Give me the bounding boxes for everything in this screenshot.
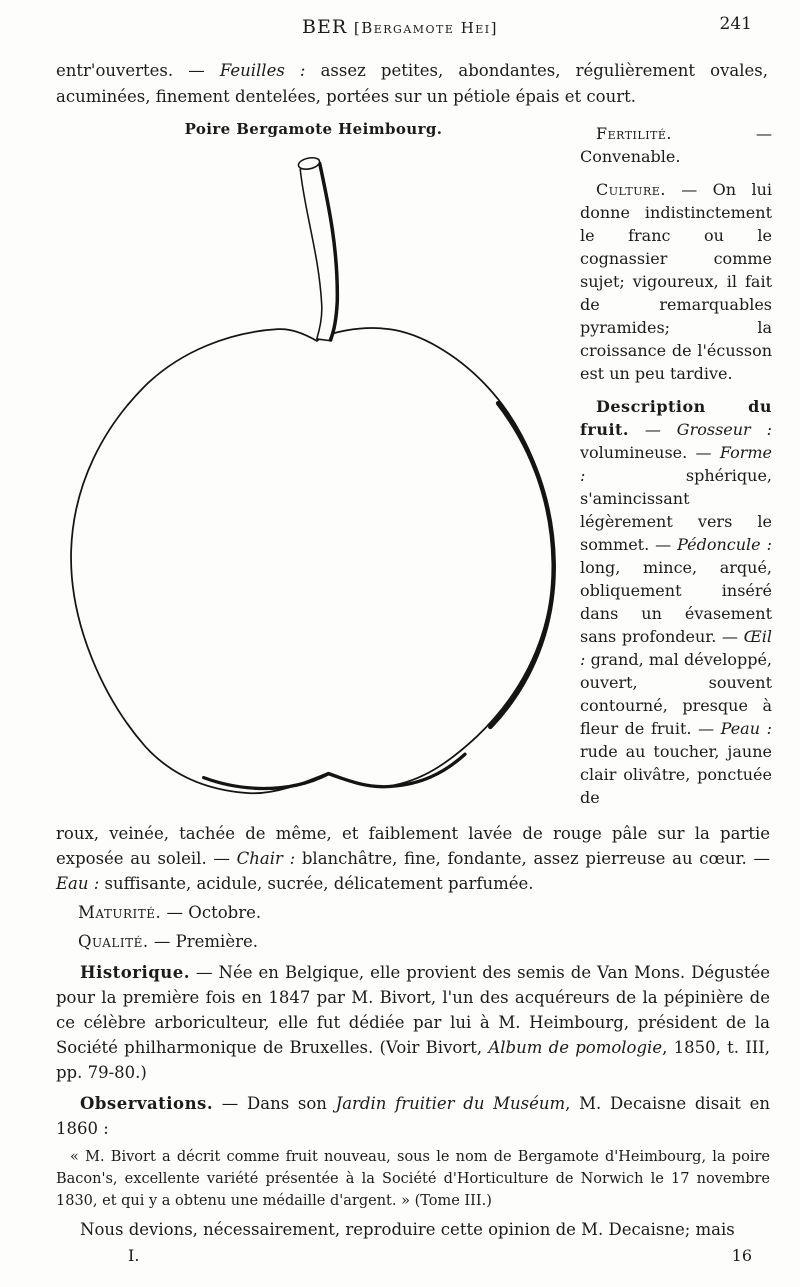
qualite-line: Qualité. — Première.: [78, 932, 258, 951]
figure-caption: Poire Bergamote Heimbourg.: [184, 120, 443, 138]
running-title-bracket: [Bergamote Hei]: [353, 19, 499, 37]
volume-signature: I.: [128, 1246, 140, 1265]
culture-paragraph: Culture. — On lui donne indistinctement le franc ou le cognassier comme sujet; vigoureux, il fait de remarquables pyramides; la croissance de l'écusson est un peu tardive.: [580, 180, 772, 383]
skin-continuation-paragraph: roux, veinée, tachée de même, et faiblement lavée de rouge pâle sur la partie exposée au soleil. — Chair : blanchâtre, fine, fondante, assez pierreuse au cœur. — Eau : suffisante, acidule, sucrée, délicatement parfumée.: [56, 824, 771, 893]
page-number: 241: [719, 14, 752, 34]
running-header: [0, 0, 800, 46]
fertilite-paragraph: Fertilité. — Convenable.: [580, 124, 772, 166]
pear-outline: [71, 328, 554, 793]
historique-paragraph: Historique. — Née en Belgique, elle provient des semis de Van Mons. Dégustée pour la première fois en 1847 par M. Bivort, l'un des acquéreurs de la pépinière de ce célèbre arboriculteur, elle fut dédiée par lui à M. Heimbourg, président de la Société philharmonique de Bruxelles. (Voir Bivort, Album de pomologie, 1850, t. III, pp. 79-80.): [56, 963, 771, 1082]
figure: [56, 118, 571, 802]
page-footer: [128, 1246, 752, 1265]
running-title: [0, 16, 800, 38]
maturite-line: Maturité. — Octobre.: [78, 903, 262, 922]
sheet-signature: 16: [731, 1246, 752, 1265]
intro-paragraph: entr'ouvertes. — Feuilles : assez petites, abondantes, régulièrement ovales, acuminées, finement dentelées, portées sur un pétiole épais et court.: [56, 61, 769, 106]
quotation-paragraph: « M. Bivort a décrit comme fruit nouveau, sous le nom de Bergamote d'Heimbourg, la poire Bacon's, excellente variété présentée à la Société d'Horticulture de Norwich le 17 novembre 1830, et qui y a obtenu une médaille d'argent. » (Tome III.): [56, 1149, 770, 1209]
description-paragraph: Description du fruit. — Grosseur : volumineuse. — Forme : sphérique, s'amincissant légèrement vers le sommet. — Pédoncule : long, mince, arqué, obliquement inséré dans un évasement sans profondeur. — Œil : grand, mal développé, ouvert, souvent contourné, presque à fleur de fruit. — Peau : rude au toucher, jaune clair olivâtre, ponctuée de: [580, 397, 772, 807]
pear-stem: [300, 160, 337, 341]
pear-illustration: [56, 142, 561, 802]
description-column: [580, 122, 772, 819]
figure-row: [56, 118, 772, 819]
observations-paragraph: Observations. — Dans son Jardin fruitier du Muséum, M. Decaisne disait en 1860 :: [56, 1094, 770, 1138]
closing-paragraph: Nous devions, nécessairement, reproduire cette opinion de M. Decaisne; mais: [80, 1220, 735, 1239]
running-title-main: BER: [301, 16, 348, 38]
